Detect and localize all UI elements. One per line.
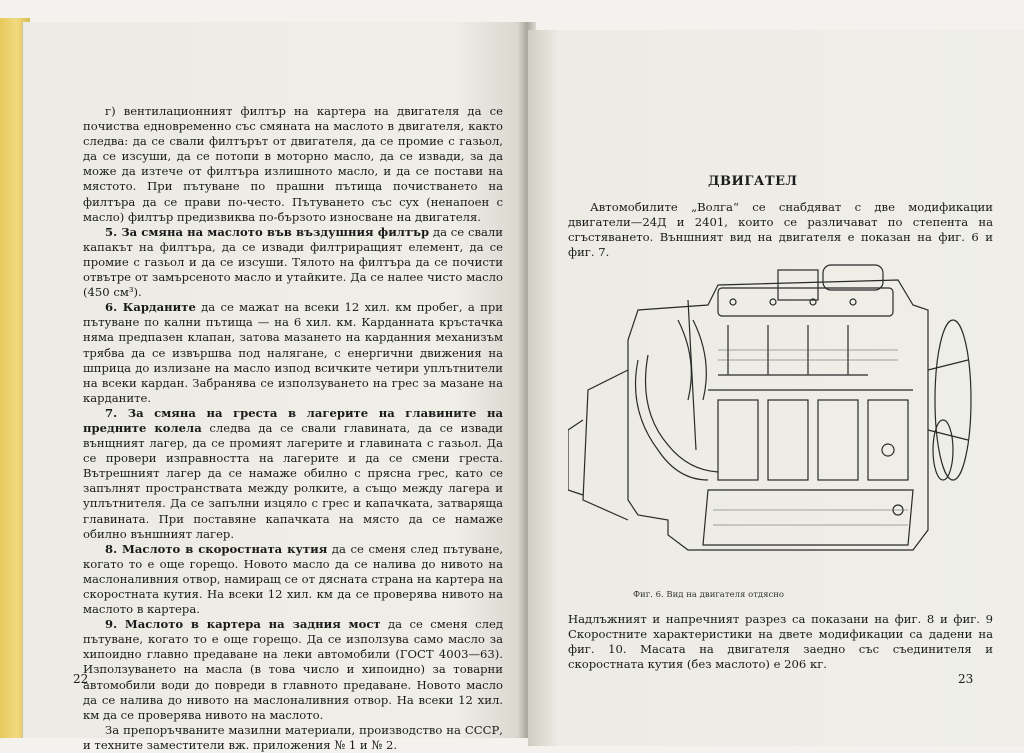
section-heading: ДВИГАТЕЛ: [708, 174, 798, 189]
paragraph: Надлъжният и напречният разрез са показани на фиг. 8 и фиг. 9 Скоростните характеристики на двете модификации са дадени на фиг. 10. Масата на двигателя заедно със съединителя и скоростната кутия (без маслото) е 206 кг.: [568, 612, 993, 672]
page-number: 22: [73, 672, 89, 686]
page-number: 23: [958, 672, 974, 686]
paragraph: За препоръчваните мазилни материали, производство на СССР, и техните заместители вж. приложения № 1 и № 2.: [83, 722, 503, 752]
paragraph: 6. Карданите да се мажат на всеки 12 хил. км пробег, а при пътуване по кални пътища — на 6 хил. км. Карданната кръстачка няма предпазен клапан, затова мазането на карданния механизъм трябва да се извършва под налягане, с енергични движения на шприца до излизане на масло изпод всичките четири уплътнители на всеки кардан. Забранява се използуването на грес за мазане на карданите.: [83, 300, 503, 405]
paragraph: 8. Маслото в скоростната кутия да се сменя след пътуване, когато то е още горещо. Новото масло да се налива до нивото на маслоналивния отвор, намиращ се от дясната страна на картера на скоростната кутия. На всеки 12 хил. км да се проверява нивото на маслото в картера.: [83, 541, 504, 617]
paragraph: г) вентилационният филтър на картера на двигателя да се почиства едновременно със смяната на маслото в двигателя, както следва: да се свали филтърът от двигателя, да се промие с газьол, да се изсуши, да се потопи в моторно масло, да се извади, за да може да изтече от филтъра излишното масло, и да се постави на мястото. При пътуване по прашни пътища почистването на филтъра да се прави по-често. Пътуването със сух (ненапоен с масло) филтър предизвиква по-бързото износване на двигателя.: [83, 104, 503, 224]
paragraph: 9. Маслото в картера на задния мост да се сменя след пътуване, когато то е още горещо. Да се използува само масло за хипоидно главно предаване на леки автомобили (ГОСТ 4003—63). Използуването на масла (в това число и хипоидно) за товарни автомобили води до повреди в главното предаване. Новото масло да се налива до нивото на маслоналивния отвор. На всеки 12 хил. км да се проверява нивото на маслото.: [83, 617, 503, 722]
left-page-text: [83, 104, 503, 753]
engine-illustration: [568, 250, 998, 590]
left-page: [22, 22, 530, 752]
figure-caption: Фиг. 6. Вид на двигателя отдясно: [633, 590, 785, 600]
paragraph: 5. За смяна на маслото във въздушния филтър да се свали капакът на филтъра, да се извади филтриращият елемент, да се промие с газьол и да се изсуши. Тялото на филтъра да се почисти отвътре от замърсеното масло и утайките. Да се налее чисто масло (450 см³).: [83, 224, 503, 300]
body-text: [568, 612, 993, 672]
paragraph: 7. За смяна на греста в лагерите на главините на предните колела следва да се свали главината, да се извади вънщният лагер, да се промият лагерите и главината с газьол. Да се провери изправността на лагерите и да се смени греста. Вътрешният лагер да се намаже обилно с прясна грес, като се запълнят пространствата между ролките, а също между лагера и уплътнителя. Да се запълни изцяло с грес и капачката, затваряща главината. При поставяне капачката на място да се намаже обилно външният лагер.: [83, 405, 503, 541]
paragraph: Автомобилите „Волга“ се снабдяват с две модификации двигатели—24Д и 2401, които се различават по степента на сгъстяването. Външният вид на двигателя е показан на фиг. 6 и фиг. 7.: [568, 200, 993, 260]
right-page: [528, 30, 1024, 746]
